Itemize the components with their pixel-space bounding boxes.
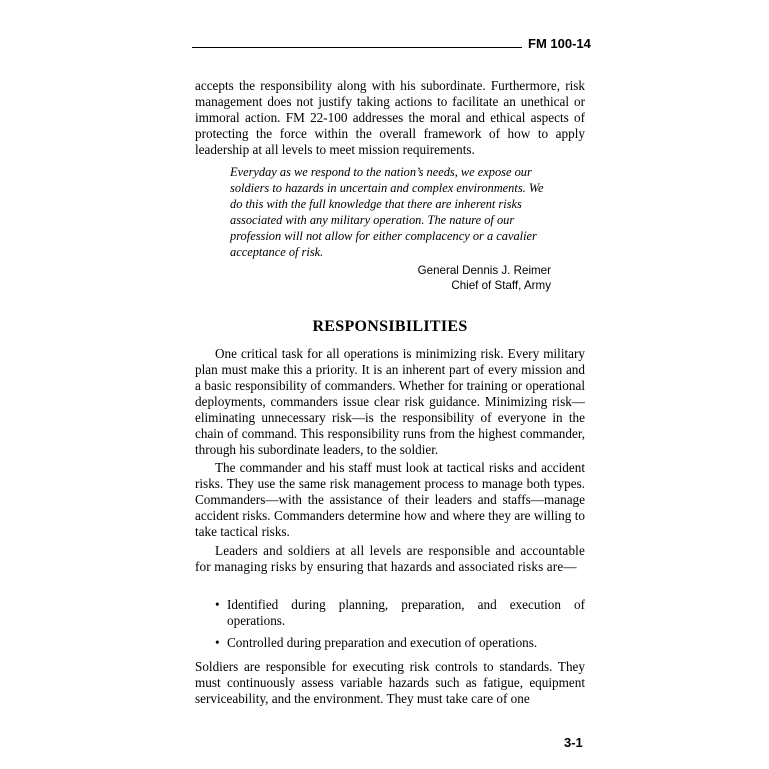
list-item [215, 597, 585, 629]
bullet-list [215, 597, 585, 657]
closing-paragraph: Soldiers are responsible for executing risk controls to standards. They must continuously assess variable hazards such as fatigue, equipment serviceability, and the environment. They must take care of one [195, 659, 585, 706]
quote-author: General Dennis J. Reimer [417, 264, 551, 277]
quote-attribution [418, 263, 551, 293]
header-rule [192, 47, 522, 48]
bullet-text: Controlled during preparation and execution of operations. [227, 635, 538, 650]
paragraph-2: The commander and his staff must look at tactical risks and accident risks. They use the same risk management process to manage both types. Commanders—with the assistance of their leaders and staffs—manage accident risks. Commanders determine how and where they are willing to take tactical risks. [195, 460, 585, 539]
paragraph-3: Leaders and soldiers at all levels are responsible and accountable for managing risks by ensuring that hazards and associated risks are— [195, 543, 585, 574]
section-heading: RESPONSIBILITIES [312, 318, 468, 335]
paragraph-1: One critical task for all operations is minimizing risk. Every military plan must make this a priority. It is an inherent part of every mission and a basic responsibility of commanders. Whether for training or operational deployments, commanders issue clear risk guidance. Minimizing risk—eliminating unnecessary risk—is the responsibility of everyone in the chain of command. This responsibility runs from the highest commander, through his subordinate leaders, to the soldier. [195, 346, 585, 457]
page-number: 3-1 [564, 735, 583, 750]
document-code: FM 100-14 [528, 36, 591, 51]
bullet-icon: • [215, 597, 220, 612]
list-item [215, 635, 585, 651]
bullet-text: Identified during planning, preparation, and execution of operations. [227, 597, 585, 628]
quote-author-title: Chief of Staff, Army [451, 279, 551, 292]
block-quote: Everyday as we respond to the nation’s needs, we expose our soldiers to hazards in uncertain and complex environments. We do this with the full knowledge that there are inherent risks associated with any military operation. The nature of our profession will not allow for either complacency or a cavalier acceptance of risk. [230, 165, 544, 259]
bullet-icon: • [215, 635, 220, 650]
intro-paragraph: accepts the responsibility along with his subordinate. Furthermore, risk management does not justify taking actions to facilitate an unethical or immoral action. FM 22-100 addresses the moral and ethical aspects of protecting the force within the overall framework of how to apply leadership at all levels to meet mission requirements. [195, 78, 585, 157]
